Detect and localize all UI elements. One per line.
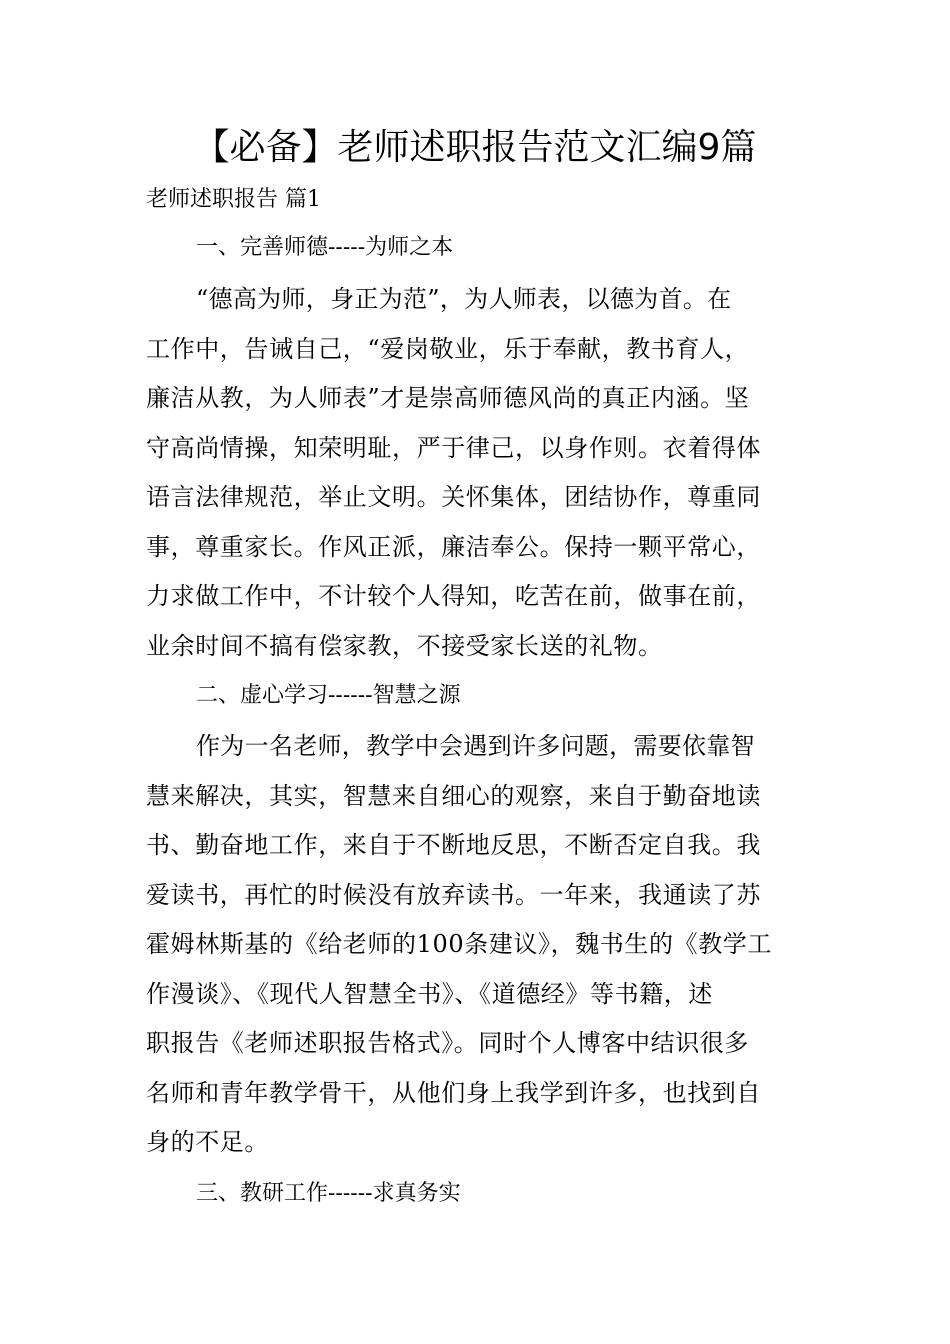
- document-title: 【必备】老师述职报告范文汇编9篇: [193, 127, 757, 168]
- paragraph-line: 作漫谈》、《现代人智慧全书》、《道德经》等书籍，述: [146, 979, 713, 1008]
- paragraph-line: 慧来解决，其实，智慧来自细心的观察，来自于勤奋地读: [146, 781, 761, 810]
- section-heading: 一、完善师德-----为师之本: [196, 235, 454, 260]
- paragraph-line: 爱读书，再忙的时候没有放弃读书。一年来，我通读了苏: [146, 880, 761, 909]
- paragraph-line: 语言法律规范，举止文明。关怀集体，团结协作，尊重同: [146, 483, 761, 511]
- section-heading: 三、教研工作------求真务实: [196, 1181, 461, 1206]
- paragraph-line: 廉洁从教，为人师表”才是崇高师德风尚的真正内涵。坚: [146, 384, 750, 412]
- paragraph-line: 身的不足。: [146, 1128, 269, 1156]
- paragraph-line: 事，尊重家长。作风正派，廉洁奉公。保持一颗平常心，: [146, 532, 761, 561]
- document-subtitle: 老师述职报告 篇1: [146, 187, 321, 212]
- section-paragraph: [146, 275, 826, 671]
- paragraph-line: 书、勤奋地工作，来自于不断地反思，不断否定自我。我: [146, 831, 761, 859]
- paragraph-line: 力求做工作中，不计较个人得知，吃苦在前，做事在前，: [146, 582, 761, 610]
- paragraph-line: 职报告《老师述职报告格式》。同时个人博客中结识很多: [146, 1029, 749, 1057]
- section-paragraph: [146, 722, 826, 1168]
- paragraph-line: 名师和青年教学骨干，从他们身上我学到许多，也找到自: [146, 1078, 761, 1107]
- paragraph-line: “德高为师，身正为范”，为人师表，以德为首。在: [196, 285, 732, 313]
- paragraph-line: 守高尚情操，知荣明耻，严于律己，以身作则。衣着得体: [146, 433, 761, 462]
- paragraph-line: 业余时间不搞有偿家教，不接受家长送的礼物。: [146, 631, 663, 660]
- section-heading: 二、虚心学习------智慧之源: [196, 683, 461, 708]
- paragraph-line: 霍姆林斯基的《给老师的100条建议》，魏书生的《教学工: [146, 930, 773, 958]
- paragraph-line: 作为一名老师，教学中会遇到许多问题，需要依靠智: [196, 732, 755, 760]
- paragraph-line: 工作中，告诫自己，“爱岗敬业，乐于奉献，教书育人，: [146, 334, 750, 363]
